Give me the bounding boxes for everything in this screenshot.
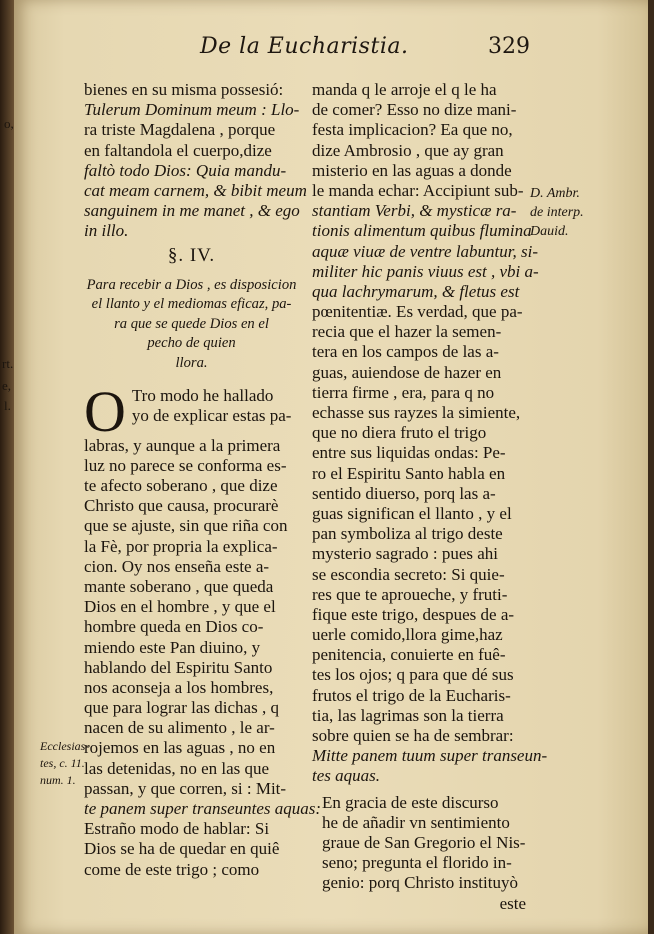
text-line: fique este trigo, despues de a-	[312, 604, 515, 624]
text-line: manda q le arroje el q le ha	[312, 80, 497, 99]
text-line: pan symboliza al trigo deste	[312, 524, 503, 544]
bleed-through-text: l.	[4, 398, 11, 413]
text-line: sentido diuerso, porq las a-	[312, 483, 496, 503]
text-line: festa implicacion? Ea que no,	[312, 120, 513, 140]
text-line: tierra firme , era, para q no	[312, 382, 495, 402]
text-line: militer hic panis viuus est , vbi a-	[312, 261, 539, 281]
text-line: guas, auiendose de hazer en	[312, 362, 502, 382]
text-line: yo de explicar estas pa-	[131, 405, 292, 425]
right-column-paragraph-2	[312, 793, 526, 894]
margin-note-line: num. 1.	[40, 773, 76, 787]
text-line: in illo.	[84, 221, 129, 241]
text-line: rojemos en las aguas , no en	[84, 738, 276, 758]
text-line: recia que el hazer la semen-	[312, 322, 502, 342]
text-line: qua lachrymarum, & fletus est	[312, 281, 520, 301]
text-line: labras, y aunque a la primera	[84, 435, 281, 455]
text-line: graue de San Gregorio el Nis-	[322, 832, 526, 852]
text-line: faltò todo Dios: Quia mandu-	[84, 160, 287, 180]
right-column	[312, 80, 548, 914]
text-line: te panem super transeuntes aquas:	[84, 799, 322, 819]
bleed-through-text: o,	[4, 116, 14, 131]
adjacent-page-edge	[0, 0, 14, 934]
text-line: luz no parece se conforma es-	[84, 455, 287, 475]
text-line: ra triste Magdalena , porque	[84, 120, 276, 140]
text-line: sobre quien se ha de sembrar:	[312, 726, 514, 745]
text-line: Tulerum Dominum meum : Llo-	[84, 100, 300, 120]
text-line: miendo este Pan diuino, y	[84, 637, 261, 657]
text-line: Tro modo he hallado	[131, 385, 274, 405]
summary-line: Para recebir a Dios , es disposicion	[86, 276, 297, 293]
text-line: dize Ambrosio , que ay gran	[312, 140, 504, 160]
text-line: penitencia, conuierte en fuê-	[312, 645, 506, 665]
text-line: uerle comido,llora gime,haz	[312, 625, 503, 645]
margin-note-line: Dauid.	[530, 224, 569, 239]
paragraph-opening	[84, 386, 299, 436]
text-line: te afecto soberano , que dize	[84, 476, 278, 496]
text-line: cion. Oy nos enseña este a-	[84, 556, 270, 576]
text-line: hombre queda en Dios co-	[84, 617, 264, 637]
text-line: he de añadir vn sentimiento	[322, 812, 510, 832]
text-line: le manda echar: Accipiunt sub-	[312, 180, 524, 200]
text-line: sanguinem in me manet , & ego	[84, 201, 300, 221]
running-head: De la Eucharistia.	[200, 34, 409, 59]
text-line: stantiam Verbi, & mysticæ ra-	[312, 201, 517, 221]
left-column	[84, 80, 322, 880]
margin-note-line: Ecclesias-	[40, 739, 90, 753]
summary-line: llora.	[175, 355, 208, 372]
text-line: Mitte panem tuum super transeun-	[312, 746, 548, 766]
section-summary	[84, 276, 299, 374]
margin-note-line: de interp.	[530, 205, 584, 220]
text-line: que para lograr las dichas , q	[84, 698, 279, 718]
text-line: mante soberano , que queda	[84, 576, 274, 596]
text-line: tionis alimentum quibus flumina	[312, 221, 532, 241]
text-line: pœnitentiæ. Es verdad, que pa-	[312, 302, 523, 322]
text-line: seno; pregunta el florido in-	[322, 853, 512, 873]
bleed-through-text: rt.	[2, 356, 14, 371]
margin-note-left	[40, 738, 89, 789]
text-line: aquæ viuæ de ventre labuntur, si-	[312, 241, 539, 261]
summary-line: ra que se quede Dios en el	[114, 315, 269, 332]
text-line: nos aconseja a los hombres,	[84, 677, 274, 697]
text-line: come de este trigo ; como	[84, 859, 260, 879]
margin-note-right	[530, 184, 584, 241]
bleed-through-text: e,	[2, 378, 12, 393]
summary-line: pecho de quien	[147, 335, 236, 352]
text-line: misterio en las aguas a donde	[312, 160, 512, 180]
text-line: ro el Espiritu Santo habla en	[312, 463, 506, 483]
text-line: Dios en el hombre , y que el	[84, 597, 276, 617]
text-line: tia, las lagrimas son la tierra	[312, 705, 504, 725]
text-line: genio: porq Christo instituyò	[322, 873, 518, 893]
margin-note-line: tes, c. 11.	[40, 756, 85, 770]
text-line: Christo que causa, procurarè	[84, 496, 279, 516]
text-line: tes aquas.	[312, 766, 380, 786]
text-line: de comer? Esso no dize mani-	[312, 100, 517, 120]
section-heading: §. IV.	[167, 244, 216, 266]
text-line: tera en los campos de las a-	[312, 342, 499, 362]
text-line: Dios se ha de quedar en quiê	[84, 839, 280, 859]
right-column-paragraph-1	[312, 80, 548, 787]
summary-line: el llanto y el mediomas eficaz, pa-	[91, 296, 292, 313]
text-line: En gracia de este discurso	[322, 792, 499, 812]
text-line: echasse sus rayzes la simiente,	[312, 403, 521, 422]
drop-cap: O	[84, 385, 126, 436]
text-line: hablando del Espiritu Santo	[84, 657, 273, 677]
text-line: Estraño modo de hablar: Si	[84, 819, 270, 839]
page-number: 329	[488, 34, 530, 59]
text-line: en faltandola el cuerpo,dize	[84, 140, 272, 160]
text-line: mysterio sagrado : pues ahi	[312, 544, 499, 564]
text-line: nacen de su alimento , le ar-	[84, 718, 275, 738]
text-line: res que te aproueche, y fruti-	[312, 584, 508, 604]
text-line: passan, y que corren, si : Mit-	[84, 778, 287, 798]
text-line: tes los ojos; q para que dé sus	[312, 665, 514, 685]
text-line: que no diera fruto el trigo	[312, 423, 487, 443]
catchword: este	[499, 893, 526, 913]
text-line: se escondia secreto: Si quie-	[312, 564, 505, 584]
text-line: las detenidas, no en las que	[84, 758, 270, 778]
text-line: la Fè, por propria la explica-	[84, 536, 278, 556]
text-line: entre sus liquidas ondas: Pe-	[312, 443, 506, 463]
text-line: cat meam carnem, & bibit meum	[84, 180, 307, 200]
text-line: frutos el trigo de la Eucharis-	[312, 685, 511, 705]
text-line: bienes en su misma possesió:	[84, 80, 284, 99]
text-line: guas significan el llanto , y el	[312, 503, 512, 523]
left-column-opening-lines	[84, 80, 307, 242]
margin-note-line: D. Ambr.	[530, 186, 580, 201]
left-column-body	[84, 435, 322, 880]
text-line: que se ajuste, sin que riña con	[84, 516, 288, 536]
